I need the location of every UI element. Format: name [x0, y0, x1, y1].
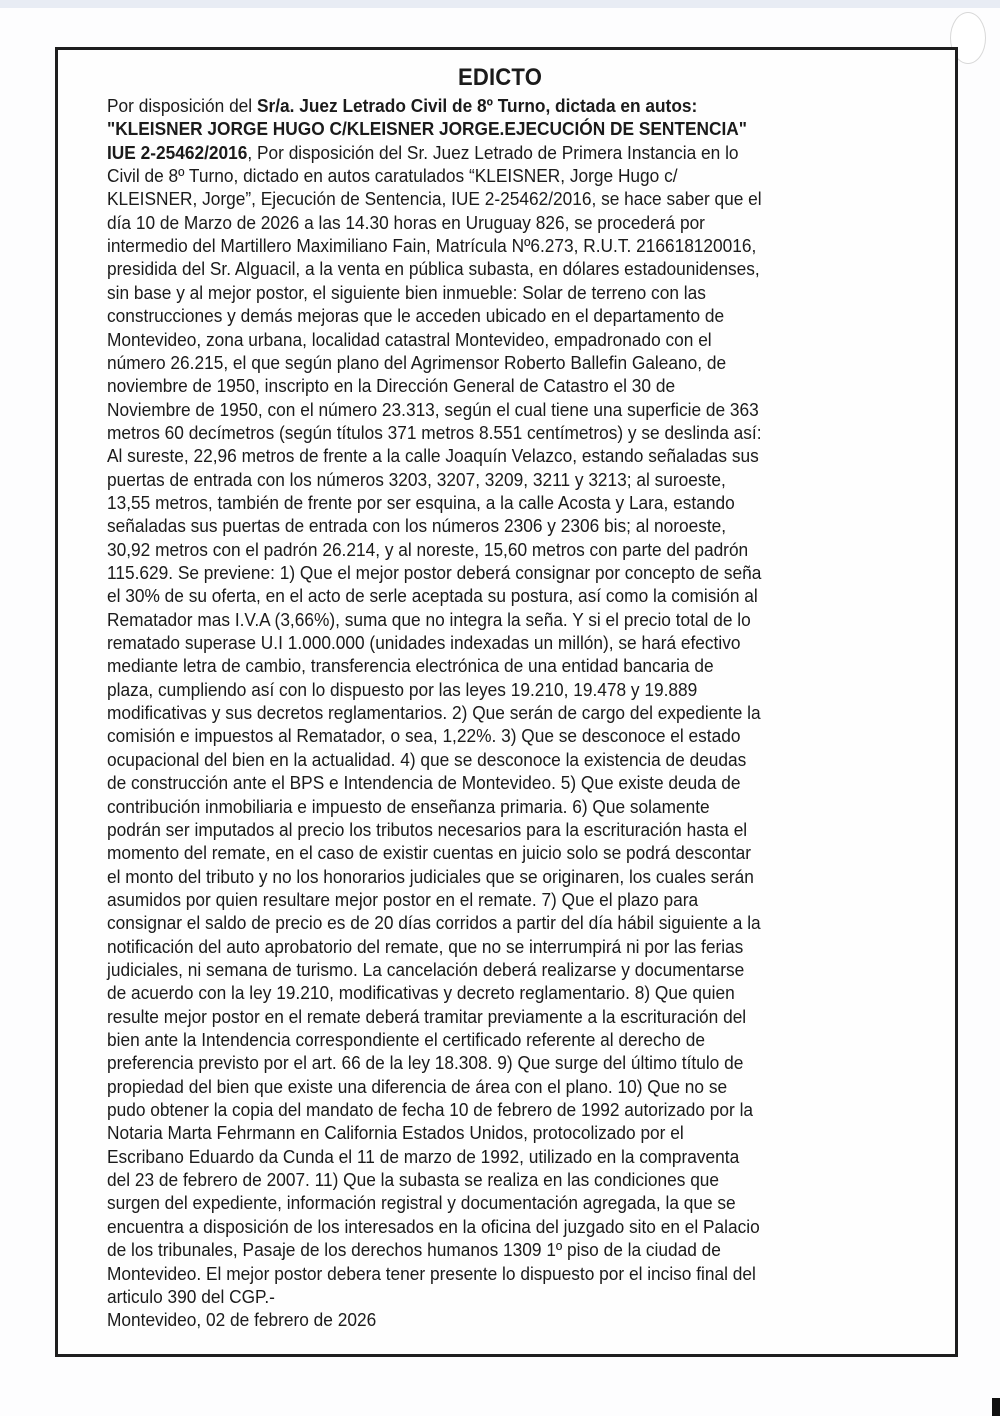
text-run: puertas de entrada con los números 3203, 3207, 3209, 3211 y 3213; al suroeste, — [107, 468, 726, 490]
text-run: preferencia previsto por el art. 66 de la ley 18.308. 9) Que surge del último título de — [107, 1052, 744, 1074]
text-run: ocupacional del bien en la actualidad. 4) que se desconoce la existencia de deudas — [107, 748, 747, 770]
text-run: de construcción ante el BPS e Intendencia de Montevideo. 5) Que existe deuda de — [107, 772, 741, 794]
text-run: encuentra a disposición de los interesados en la oficina del juzgado sito en el Palacio — [107, 1215, 760, 1237]
text-line — [107, 889, 698, 911]
text-line — [107, 329, 712, 351]
text-run: Civil de 8º Turno, dictado en autos caratulados “KLEISNER, Jorge Hugo c/ — [107, 165, 678, 187]
text-run: comisión e impuestos al Rematador, o sea, 1,22%. 3) Que se desconoce el estado — [107, 725, 741, 747]
text-line — [107, 1286, 275, 1308]
text-line — [107, 515, 726, 537]
text-run: propiedad del bien que existe una diferencia de área con el plano. 10) Que no se — [107, 1075, 728, 1097]
text-run: KLEISNER, Jorge”, Ejecución de Sentencia, IUE 2-25462/2016, se hace saber que el — [107, 188, 762, 210]
text-line — [107, 609, 751, 631]
text-line — [107, 212, 705, 234]
text-line — [107, 1216, 760, 1238]
text-run: Montevideo, 02 de febrero de 2026 — [107, 1309, 377, 1331]
text-run: rematado superase U.I 1.000.000 (unidades indexadas un millón), se hará efectivo — [107, 632, 741, 654]
text-run: del 23 de febrero de 2007. 11) Que la subasta se realiza en las condiciones que — [107, 1169, 720, 1191]
text-run: noviembre de 1950, inscripto en la Dirección General de Catastro el 30 de — [107, 375, 676, 397]
text-run: plaza, cumpliendo así con lo dispuesto por las leyes 19.210, 19.478 y 19.889 — [107, 678, 698, 700]
text-line — [107, 796, 710, 818]
text-line — [107, 1192, 736, 1214]
text-line — [107, 842, 751, 864]
text-line — [107, 142, 739, 164]
text-run: de acuerdo con la ley 19.210, modificativas y decreto reglamentario. 8) Que quien — [107, 982, 735, 1004]
text-run: construcciones y demás mejoras que le acceden ubicado en el departamento de — [107, 305, 725, 327]
text-line — [107, 95, 697, 117]
text-line — [107, 282, 706, 304]
text-line — [107, 772, 741, 794]
text-line — [107, 118, 747, 140]
text-run: surgen del expediente, información registral y documentación agregada, la que se — [107, 1192, 736, 1214]
text-line — [107, 399, 759, 421]
text-run: , Por disposición del Sr. Juez Letrado de Primera Instancia en lo — [247, 141, 739, 163]
text-line — [107, 188, 762, 210]
text-line — [107, 1029, 705, 1051]
text-run: señaladas sus puertas de entrada con los números 2306 y 2306 bis; al noroeste, — [107, 515, 727, 537]
text-line — [107, 1263, 756, 1285]
text-line — [107, 422, 762, 444]
text-line — [107, 165, 678, 187]
text-line — [107, 936, 743, 958]
text-line — [107, 655, 714, 677]
text-run: consignar el saldo de precio es de 20 días corridos a partir del día hábil siguiente a la — [107, 912, 761, 934]
scan-edge — [0, 0, 1000, 8]
text-run: Escribano Eduardo da Cunda el 11 de marzo de 1992, utilizado en la compraventa — [107, 1145, 740, 1167]
text-run: número 26.215, el que según plano del Agrimensor Roberto Ballefin Galeano, de — [107, 351, 727, 373]
text-run: el monto del tributo y no los honorarios judiciales que se originaren, los cuales serán — [107, 865, 754, 887]
text-run: notificación del auto aprobatorio del remate, que no se interrumpirá ni por las ferias — [107, 935, 744, 957]
text-run: Por disposición del — [107, 95, 257, 116]
text-run: contribución inmobiliaria e impuesto de enseñanza primaria. 6) Que solamente — [107, 795, 710, 817]
text-line — [107, 1006, 746, 1028]
text-line — [107, 1239, 721, 1261]
text-run: Rematador mas I.V.A (3,66%), suma que no integra la seña. Y si el precio total de lo — [107, 608, 751, 630]
scan-edge-mark — [992, 1398, 1000, 1416]
text-line — [107, 1052, 743, 1074]
text-line — [107, 1076, 727, 1098]
text-line — [107, 959, 744, 981]
text-run: Montevideo. El mejor postor debera tener presente lo dispuesto por el inciso final del — [107, 1262, 756, 1284]
bold-text: "KLEISNER JORGE HUGO C/KLEISNER JORGE.EJECUCIÓN DE SENTENCIA" — [107, 118, 747, 140]
text-line — [107, 1099, 753, 1121]
text-line — [107, 912, 761, 934]
text-line — [107, 1146, 739, 1168]
text-run: Montevideo, zona urbana, localidad catastral Montevideo, empadronado con el — [107, 328, 712, 350]
text-line — [107, 1169, 719, 1191]
text-run: metros 60 decímetros (según títulos 371 metros 8.551 centímetros) y se deslinda así: — [107, 421, 762, 443]
text-line — [107, 982, 735, 1004]
text-run: presidida del Sr. Alguacil, a la venta en pública subasta, en dólares estadounidenses, — [107, 258, 760, 280]
text-run: pudo obtener la copia del mandato de fecha 10 de febrero de 1992 autorizado por la — [107, 1099, 754, 1121]
text-run: articulo 390 del CGP.- — [107, 1285, 275, 1307]
text-run: de los tribunales, Pasaje de los derechos humanos 1309 1º piso de la ciudad de — [107, 1239, 721, 1261]
text-run: el 30% de su oferta, en el acto de serle aceptada su postura, así como la comisión al — [107, 585, 758, 607]
text-line — [107, 539, 748, 561]
text-line — [107, 866, 754, 888]
text-run: día 10 de Marzo de 2026 a las 14.30 horas en Uruguay 826, se procederá por — [107, 211, 705, 233]
text-line — [107, 469, 726, 491]
text-line — [107, 1309, 376, 1331]
text-line — [107, 725, 740, 747]
text-run: 30,92 metros con el padrón 26.214, y al noreste, 15,60 metros con parte del padrón — [107, 538, 749, 560]
text-run: 13,55 metros, también de frente por ser esquina, a la calle Acosta y Lara, estando — [107, 491, 735, 513]
text-line — [107, 679, 697, 701]
text-run: sin base y al mejor postor, el siguiente bien inmueble: Solar de terreno con las — [107, 281, 706, 303]
text-line — [107, 375, 675, 397]
document-title: EDICTO — [457, 64, 543, 91]
text-line — [107, 235, 756, 257]
text-line — [107, 749, 746, 771]
text-run: bien ante la Intendencia correspondiente el certificado referente al derecho de — [107, 1029, 705, 1050]
text-line — [107, 562, 761, 584]
text-run: Notaria Marta Fehrmann en California Estados Unidos, protocolizado por el — [107, 1122, 684, 1144]
text-run: modificativas y sus decretos reglamentarios. 2) Que serán de cargo del expediente la — [107, 702, 761, 724]
text-run: intermedio del Martillero Maximiliano Fain, Matrícula Nº6.273, R.U.T. 216618120016, — [107, 235, 757, 257]
text-line — [107, 258, 760, 280]
text-run: Noviembre de 1950, con el número 23.313, según el cual tiene una superficie de 363 — [107, 398, 759, 420]
text-run: 115.629. Se previene: 1) Que el mejor postor deberá consignar por concepto de seña — [107, 562, 762, 583]
text-line — [107, 819, 747, 841]
text-run: asumidos por quien resultare mejor postor en el remate. 7) Que el plazo para — [107, 888, 699, 910]
text-run: mediante letra de cambio, transferencia electrónica de una entidad bancaria de — [107, 655, 714, 677]
text-run: podrán ser imputados al precio los tributos necesarios para la escrituración hasta el — [107, 818, 748, 840]
text-line — [107, 352, 726, 374]
text-line — [107, 445, 759, 467]
bold-text: Sr/a. Juez Letrado Civil de 8º Turno, dictada en autos: — [256, 95, 698, 116]
text-line — [107, 632, 740, 654]
text-line — [107, 585, 758, 607]
text-line — [107, 492, 735, 514]
text-line — [107, 305, 724, 327]
text-run: judiciales, ni semana de turismo. La cancelación deberá realizarse y documentarse — [107, 958, 745, 980]
text-run: resulte mejor postor en el remate deberá tramitar previamente a la escrituración del — [107, 1005, 747, 1027]
bold-text: IUE 2-25462/2016 — [107, 141, 248, 163]
text-run: Al sureste, 22,96 metros de frente a la calle Joaquín Velazco, estando señaladas sus — [107, 445, 759, 467]
text-line — [107, 1122, 684, 1144]
text-line — [107, 702, 761, 724]
text-run: momento del remate, en el caso de existir cuentas en juicio solo se podrá descontar — [107, 842, 752, 864]
